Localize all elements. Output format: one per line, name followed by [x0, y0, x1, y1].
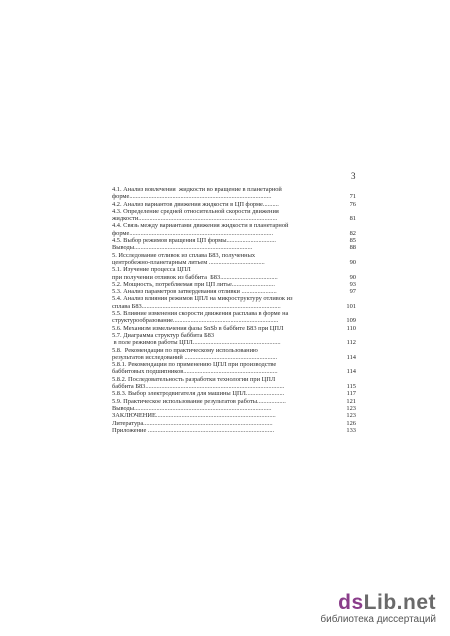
toc-entry-page: 81	[349, 215, 356, 223]
toc-entry-title: 5.2. Мощность, потребляемая при ЦП литье...........................	[112, 280, 275, 288]
toc-entry	[112, 398, 356, 405]
toc-entry-title: Литература.................................................................................	[112, 419, 273, 427]
dslib-logo: dsLib.net	[338, 591, 436, 614]
toc-entry	[112, 347, 356, 362]
toc-entry	[112, 281, 356, 288]
toc-entry	[112, 390, 356, 397]
toc-entry-title: ЗАКЛЮЧЕНИЕ...........................................................................	[112, 412, 276, 420]
toc-entry	[112, 186, 356, 201]
toc-entry-page: 123	[346, 412, 356, 420]
toc-entry-title: 4.1. Анализ вовлечения жидкости во вращение в планетарной форме.........................................................................................	[112, 186, 282, 201]
toc-entry-page: 93	[349, 280, 356, 288]
toc-entry-page: 133	[346, 426, 356, 434]
toc-entry-page: 126	[346, 419, 356, 427]
toc-entry-page: 117	[346, 390, 356, 398]
toc-entry-page: 112	[346, 339, 356, 347]
toc-entry	[112, 310, 356, 325]
table-of-contents	[112, 186, 356, 434]
toc-entry	[112, 427, 356, 434]
toc-entry	[112, 376, 356, 391]
toc-entry-title: 5. Исследование отливок из сплава Б83, полученных центробежно-планетарным литьем ...................................	[112, 251, 265, 266]
toc-entry-page: 114	[346, 368, 356, 376]
toc-entry-page: 101	[346, 302, 356, 310]
toc-entry-title: 4.2. Анализ вариантов движения жидкости в ЦП форме..........	[112, 200, 279, 208]
toc-entry-page: 110	[346, 324, 356, 332]
toc-entry	[112, 420, 356, 427]
toc-entry	[112, 288, 356, 295]
toc-entry-title: 5.6. Механизм измельчения фазы SnSb в баббите Б83 при ЦПЛ	[112, 324, 284, 332]
toc-entry-title: 5.4. Анализ влияния режимов ЦПЛ на микроструктуру отливок из сплава Б83.......................................................................................	[112, 295, 293, 310]
toc-entry-page: 90	[349, 273, 356, 281]
toc-entry	[112, 295, 356, 310]
toc-entry-title: 5.8.1. Рекомендации по применению ЦПЛ при производстве баббитовых подшипников...........................................................	[112, 361, 278, 376]
toc-entry-title: 5.7. Диаграмма структур баббита Б83 в поле режимов работы ЦПЛ.......................................................	[112, 331, 281, 347]
toc-entry	[112, 361, 356, 376]
toc-entry	[112, 222, 356, 237]
toc-entry	[112, 201, 356, 208]
toc-entry-title: 5.8.3. Выбор электродвигателя для машины ЦПЛ........................	[112, 390, 285, 398]
watermark	[320, 592, 436, 626]
toc-entry-page: 115	[346, 383, 356, 391]
toc-entry	[112, 405, 356, 412]
toc-entry-page: 88	[349, 244, 356, 252]
toc-entry-title: 5.8.2. Последовательность разработки технологии при ЦПЛ баббита Б83.......................................................................................	[112, 375, 285, 391]
toc-entry-title: Приложение ...............................................................................	[112, 426, 275, 434]
toc-entry-title: 5.8. Рекомендации по практическому использованию результатов исследований ..........................................................	[112, 346, 278, 361]
toc-entry	[112, 325, 356, 332]
toc-entry-title: 5.9. Практическое использование результатов работы..................	[112, 397, 286, 405]
toc-entry-page: 82	[349, 229, 356, 237]
toc-entry-page: 90	[349, 258, 356, 266]
toc-entry-title: Выводы......................................................................................	[112, 404, 272, 412]
toc-entry	[112, 244, 356, 251]
toc-entry-title: 4.5. Выбор режимов вращения ЦП формы...............................	[112, 237, 277, 245]
toc-entry	[112, 252, 356, 267]
toc-entry-page: 114	[346, 353, 356, 361]
toc-entry-page: 109	[346, 317, 356, 325]
toc-entry	[112, 266, 356, 281]
toc-entry-page: 76	[349, 200, 356, 208]
toc-entry-page: 97	[349, 288, 356, 296]
toc-entry-title: Выводы..........................................................................	[112, 244, 253, 252]
toc-entry-page: 71	[349, 193, 356, 201]
toc-entry	[112, 332, 356, 347]
toc-entry	[112, 412, 356, 419]
toc-entry-title: 5.5. Влияние изменения скорости движения расплава в форме на структурообразование..................................................................	[112, 310, 289, 325]
toc-entry	[112, 208, 356, 223]
toc-entry-title: 4.4. Связь между вариантами движения жидкости в планетарной форме..........................................................................................	[112, 222, 289, 237]
toc-entry-page: 123	[346, 404, 356, 412]
toc-entry-title: 5.1. Изучение процесса ЦПЛ при получении отливок из баббита Б83....................................	[112, 266, 278, 281]
toc-entry-title: 4.3. Определение средней относительной скорости движения жидкости.......................................................................................	[112, 207, 279, 223]
page-number: 3	[351, 171, 356, 181]
watermark-subtitle: библиотека диссертаций	[320, 614, 436, 625]
toc-entry-title: 5.3. Анализ параметров затвердевания отливки ......................	[112, 288, 277, 296]
toc-entry	[112, 237, 356, 244]
toc-entry-page: 121	[346, 397, 356, 405]
toc-entry-page: 85	[349, 237, 356, 245]
